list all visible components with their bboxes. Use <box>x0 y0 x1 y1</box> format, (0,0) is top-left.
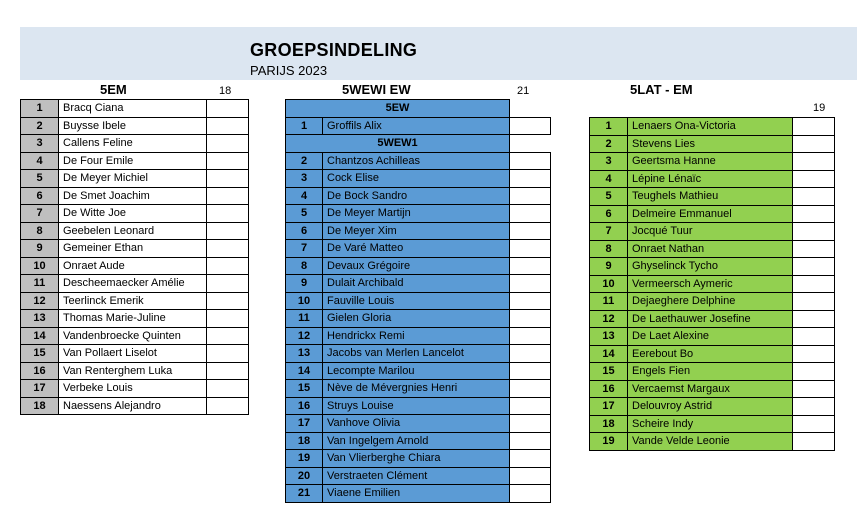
group-5lat-count: 19 <box>813 102 826 114</box>
row-number: 9 <box>21 240 59 258</box>
row-number: 11 <box>590 293 628 311</box>
table-row <box>21 170 249 188</box>
empty-cell[interactable] <box>793 345 835 363</box>
table-row <box>286 327 551 345</box>
empty-cell[interactable] <box>510 432 551 450</box>
row-number: 14 <box>21 327 59 345</box>
row-number: 18 <box>590 415 628 433</box>
row-number: 17 <box>590 398 628 416</box>
student-name: Scheire Indy <box>628 415 793 433</box>
student-name: Bracq Ciana <box>59 100 207 118</box>
empty-cell[interactable] <box>510 222 551 240</box>
student-name: Van Renterghem Luka <box>59 362 207 380</box>
student-name: Dulait Archibald <box>323 275 510 293</box>
table-row <box>590 363 835 381</box>
empty-cell[interactable] <box>207 327 249 345</box>
student-name: Groffils Alix <box>323 117 510 135</box>
empty-cell[interactable] <box>207 222 249 240</box>
row-number: 18 <box>286 432 323 450</box>
table-row <box>286 432 551 450</box>
student-name: Geebelen Leonard <box>59 222 207 240</box>
student-name: Lépine Lénaïc <box>628 170 793 188</box>
row-number: 11 <box>21 275 59 293</box>
empty-cell[interactable] <box>207 117 249 135</box>
student-name: Cock Elise <box>323 170 510 188</box>
table-row <box>286 222 551 240</box>
student-name: Chantzos Achilleas <box>323 152 510 170</box>
empty-cell[interactable] <box>793 205 835 223</box>
student-name: Geertsma Hanne <box>628 153 793 171</box>
table-row <box>590 135 835 153</box>
empty-cell[interactable] <box>793 415 835 433</box>
table-row <box>21 205 249 223</box>
row-number: 15 <box>21 345 59 363</box>
student-name: Van Vlierberghe Chiara <box>323 450 510 468</box>
student-name: Engels Fien <box>628 363 793 381</box>
subgroup-label: 5EW <box>286 100 510 118</box>
empty-cell[interactable] <box>510 275 551 293</box>
student-name: Nève de Mévergnies Henri <box>323 380 510 398</box>
table-row <box>21 275 249 293</box>
row-number: 7 <box>21 205 59 223</box>
student-name: De Witte Joe <box>59 205 207 223</box>
student-name: Jacobs van Merlen Lancelot <box>323 345 510 363</box>
table-row <box>21 380 249 398</box>
table-row <box>286 397 551 415</box>
row-number: 5 <box>21 170 59 188</box>
row-number: 6 <box>21 187 59 205</box>
row-number: 19 <box>286 450 323 468</box>
empty-cell[interactable] <box>207 135 249 153</box>
table-row <box>590 205 835 223</box>
student-name: Jocqué Tuur <box>628 223 793 241</box>
empty-cell[interactable] <box>793 433 835 451</box>
table-row <box>590 188 835 206</box>
empty-cell[interactable] <box>510 327 551 345</box>
student-name: Delmeire Emmanuel <box>628 205 793 223</box>
student-name: De Meyer Michiel <box>59 170 207 188</box>
table-row <box>286 292 551 310</box>
student-name: De Meyer Martijn <box>323 205 510 223</box>
student-name: Verbeke Louis <box>59 380 207 398</box>
row-number: 8 <box>21 222 59 240</box>
empty-cell[interactable] <box>510 362 551 380</box>
empty-cell[interactable] <box>510 310 551 328</box>
group-5wewi-count: 21 <box>517 85 530 97</box>
table-row <box>590 153 835 171</box>
row-number: 19 <box>590 433 628 451</box>
student-name: Gemeiner Ethan <box>59 240 207 258</box>
student-name: Vermeersch Aymeric <box>628 275 793 293</box>
table-row <box>590 223 835 241</box>
row-number: 12 <box>21 292 59 310</box>
table-row <box>286 240 551 258</box>
student-name: Teerlinck Emerik <box>59 292 207 310</box>
student-name: Ghyselinck Tycho <box>628 258 793 276</box>
empty-cell[interactable] <box>793 380 835 398</box>
student-name: Viaene Emilien <box>323 485 510 503</box>
table-row <box>286 275 551 293</box>
student-name: Lecompte Marilou <box>323 362 510 380</box>
empty-cell[interactable] <box>207 100 249 118</box>
student-name: Buysse Ibele <box>59 117 207 135</box>
row-number: 3 <box>590 153 628 171</box>
table-row <box>286 187 551 205</box>
table-row <box>21 257 249 275</box>
row-number: 10 <box>590 275 628 293</box>
row-number: 1 <box>286 117 323 135</box>
empty-cell[interactable] <box>793 170 835 188</box>
empty-cell[interactable] <box>207 170 249 188</box>
header-banner <box>20 27 857 80</box>
subgroup-label: 5WEW1 <box>286 135 510 153</box>
row-number: 3 <box>21 135 59 153</box>
student-name: Onraet Aude <box>59 257 207 275</box>
table-row <box>286 380 551 398</box>
row-number: 9 <box>286 275 323 293</box>
row-number: 8 <box>286 257 323 275</box>
row-number: 10 <box>21 257 59 275</box>
table-row <box>590 380 835 398</box>
empty-cell[interactable] <box>793 398 835 416</box>
student-name: Devaux Grégoire <box>323 257 510 275</box>
student-name: De Meyer Xim <box>323 222 510 240</box>
table-row <box>286 205 551 223</box>
row-number: 1 <box>21 100 59 118</box>
row-number: 2 <box>21 117 59 135</box>
student-name: Dejaeghere Delphine <box>628 293 793 311</box>
table-row <box>286 362 551 380</box>
row-number: 1 <box>590 118 628 136</box>
student-name: Gielen Gloria <box>323 310 510 328</box>
row-number: 4 <box>590 170 628 188</box>
table-row <box>590 293 835 311</box>
row-number: 4 <box>21 152 59 170</box>
empty-cell[interactable] <box>510 170 551 188</box>
empty-cell[interactable] <box>207 310 249 328</box>
empty-cell[interactable] <box>207 292 249 310</box>
student-name: De Smet Joachim <box>59 187 207 205</box>
table-row <box>286 310 551 328</box>
table-row <box>590 328 835 346</box>
student-name: Callens Feline <box>59 135 207 153</box>
student-name: De Laethauwer Josefine <box>628 310 793 328</box>
empty-cell[interactable] <box>793 293 835 311</box>
row-number: 17 <box>286 415 323 433</box>
group-5em-table <box>20 99 249 415</box>
empty-cell[interactable] <box>793 363 835 381</box>
student-name: De Bock Sandro <box>323 187 510 205</box>
empty-cell[interactable] <box>207 187 249 205</box>
table-row <box>286 467 551 485</box>
row-number: 16 <box>286 397 323 415</box>
row-number: 13 <box>590 328 628 346</box>
student-name: Verstraeten Clément <box>323 467 510 485</box>
group-5lat-table <box>589 117 835 451</box>
row-number: 17 <box>21 380 59 398</box>
row-number: 13 <box>21 310 59 328</box>
student-name: Vandenbroecke Quinten <box>59 327 207 345</box>
table-row <box>286 450 551 468</box>
empty-cell[interactable] <box>207 362 249 380</box>
empty-cell[interactable] <box>207 152 249 170</box>
group-5lat-title: 5LAT - EM <box>630 82 693 97</box>
empty-cell[interactable] <box>207 397 249 415</box>
table-row <box>21 292 249 310</box>
student-name: Hendrickx Remi <box>323 327 510 345</box>
row-number: 18 <box>21 397 59 415</box>
group-5em-count: 18 <box>219 85 232 97</box>
table-row <box>21 100 249 118</box>
row-number: 20 <box>286 467 323 485</box>
group-5wewi-table <box>285 99 551 503</box>
student-name: Onraet Nathan <box>628 240 793 258</box>
empty-cell[interactable] <box>793 328 835 346</box>
student-name: Vanhove Olivia <box>323 415 510 433</box>
empty-cell[interactable] <box>207 380 249 398</box>
empty-cell[interactable] <box>510 345 551 363</box>
empty-cell[interactable] <box>510 257 551 275</box>
table-row <box>590 275 835 293</box>
row-number: 13 <box>286 345 323 363</box>
student-name: De Laet Alexine <box>628 328 793 346</box>
row-number: 5 <box>286 205 323 223</box>
row-number: 5 <box>590 188 628 206</box>
empty-cell[interactable] <box>510 397 551 415</box>
table-row <box>21 117 249 135</box>
student-name: Vercaemst Margaux <box>628 380 793 398</box>
empty-cell[interactable] <box>510 467 551 485</box>
row-number: 9 <box>590 258 628 276</box>
row-number: 10 <box>286 292 323 310</box>
student-name: Thomas Marie-Juline <box>59 310 207 328</box>
row-number: 21 <box>286 485 323 503</box>
empty-cell[interactable] <box>510 380 551 398</box>
row-number: 14 <box>590 345 628 363</box>
row-number: 15 <box>590 363 628 381</box>
table-row <box>590 310 835 328</box>
row-number: 16 <box>590 380 628 398</box>
empty-cell[interactable] <box>207 205 249 223</box>
table-row <box>21 397 249 415</box>
student-name: Teughels Mathieu <box>628 188 793 206</box>
table-row <box>21 222 249 240</box>
table-row <box>590 240 835 258</box>
row-number: 2 <box>286 152 323 170</box>
row-number: 14 <box>286 362 323 380</box>
student-name: De Four Emile <box>59 152 207 170</box>
empty-cell[interactable] <box>793 240 835 258</box>
student-name: Van Pollaert Liselot <box>59 345 207 363</box>
table-row <box>286 485 551 503</box>
student-name: Stevens Lies <box>628 135 793 153</box>
table-row <box>21 152 249 170</box>
empty-cell[interactable] <box>510 205 551 223</box>
empty-cell[interactable] <box>510 240 551 258</box>
student-name: Struys Louise <box>323 397 510 415</box>
table-row <box>590 433 835 451</box>
table-row <box>590 170 835 188</box>
page-title: GROEPSINDELING <box>250 40 418 60</box>
table-row <box>590 415 835 433</box>
group-5em-title: 5EM <box>100 82 127 97</box>
empty-cell[interactable] <box>793 275 835 293</box>
row-number: 8 <box>590 240 628 258</box>
empty-cell[interactable] <box>793 135 835 153</box>
table-row <box>590 258 835 276</box>
table-row <box>21 345 249 363</box>
table-row <box>21 135 249 153</box>
row-number: 4 <box>286 187 323 205</box>
group-5wewi-title: 5WEWI EW <box>342 82 411 97</box>
row-number: 11 <box>286 310 323 328</box>
student-name: Vande Velde Leonie <box>628 433 793 451</box>
row-number: 6 <box>590 205 628 223</box>
empty-cell[interactable] <box>207 275 249 293</box>
table-row <box>286 257 551 275</box>
empty-cell[interactable] <box>510 117 551 135</box>
empty-cell[interactable] <box>510 292 551 310</box>
row-number: 7 <box>286 240 323 258</box>
empty-cell[interactable] <box>793 258 835 276</box>
student-name: Naessens Alejandro <box>59 397 207 415</box>
subgroup-header-row <box>286 100 551 118</box>
table-row <box>286 345 551 363</box>
table-row <box>286 415 551 433</box>
empty-cell[interactable] <box>207 257 249 275</box>
empty-cell[interactable] <box>793 153 835 171</box>
row-number: 3 <box>286 170 323 188</box>
empty-cell[interactable] <box>207 240 249 258</box>
table-row <box>286 117 551 135</box>
empty-cell[interactable] <box>207 345 249 363</box>
student-name: Van Ingelgem Arnold <box>323 432 510 450</box>
table-row <box>590 398 835 416</box>
row-number: 6 <box>286 222 323 240</box>
table-row <box>21 310 249 328</box>
empty-cell[interactable] <box>793 310 835 328</box>
table-row <box>286 152 551 170</box>
table-row <box>21 327 249 345</box>
row-number: 2 <box>590 135 628 153</box>
row-number: 12 <box>590 310 628 328</box>
table-row <box>21 240 249 258</box>
student-name: Lenaers Ona-Victoria <box>628 118 793 136</box>
page-subtitle: PARIJS 2023 <box>250 63 328 78</box>
empty-cell[interactable] <box>510 485 551 503</box>
table-row <box>590 118 835 136</box>
empty-cell[interactable] <box>510 415 551 433</box>
empty-cell[interactable] <box>510 450 551 468</box>
row-number: 7 <box>590 223 628 241</box>
row-number: 15 <box>286 380 323 398</box>
student-name: Descheemaecker Amélie <box>59 275 207 293</box>
table-row <box>21 187 249 205</box>
empty-cell[interactable] <box>793 223 835 241</box>
row-number: 12 <box>286 327 323 345</box>
table-row <box>286 170 551 188</box>
empty-cell[interactable] <box>793 118 835 136</box>
student-name: De Varé Matteo <box>323 240 510 258</box>
student-name: Delouvroy Astrid <box>628 398 793 416</box>
table-row <box>21 362 249 380</box>
subgroup-header-row <box>286 135 551 153</box>
student-name: Fauville Louis <box>323 292 510 310</box>
student-name: Eerebout Bo <box>628 345 793 363</box>
empty-cell[interactable] <box>510 187 551 205</box>
row-number: 16 <box>21 362 59 380</box>
empty-cell[interactable] <box>510 152 551 170</box>
empty-cell[interactable] <box>793 188 835 206</box>
table-row <box>590 345 835 363</box>
